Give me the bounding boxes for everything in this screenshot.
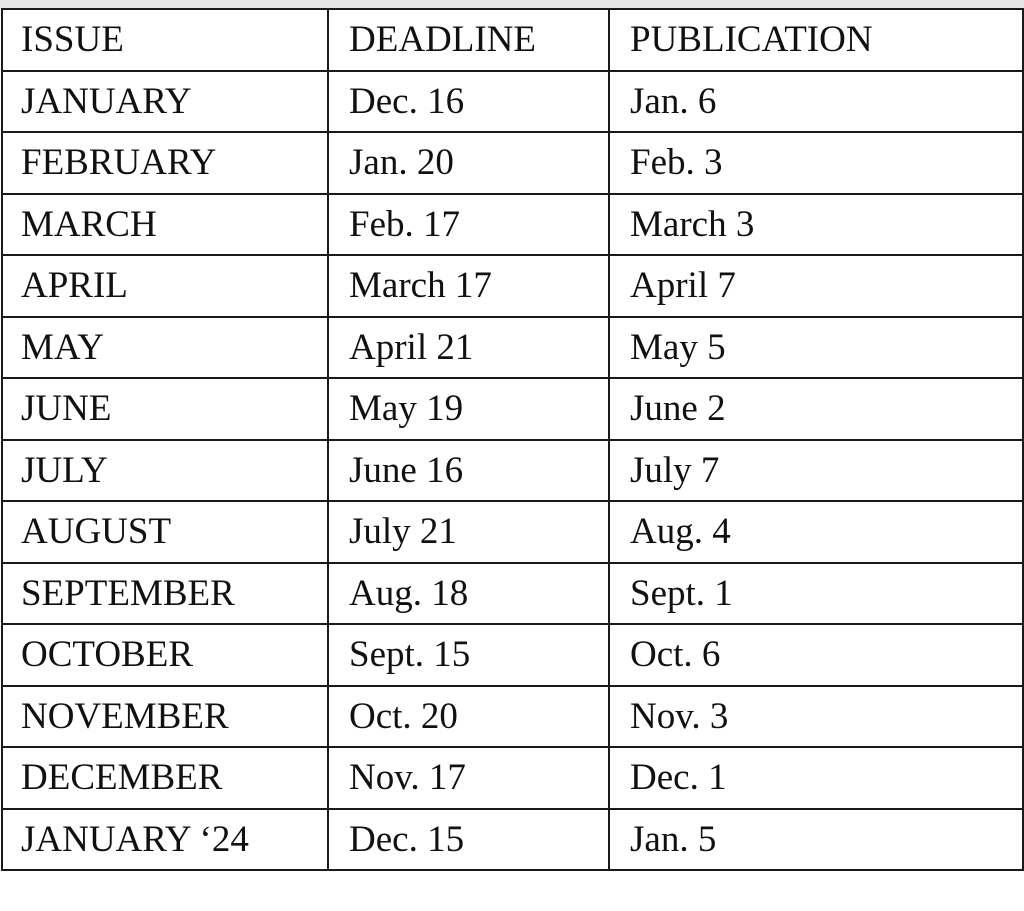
publication-cell: May 5 [609,317,1023,379]
publication-cell: Jan. 6 [609,71,1023,133]
deadline-cell: Feb. 17 [328,194,609,256]
header-issue: ISSUE [2,9,328,71]
deadline-cell: March 17 [328,255,609,317]
table-row [2,809,1023,871]
issue-cell: FEBRUARY [2,132,328,194]
table-row [2,440,1023,502]
deadline-cell: Aug. 18 [328,563,609,625]
table-row [2,255,1023,317]
issue-cell: OCTOBER [2,624,328,686]
publication-cell: March 3 [609,194,1023,256]
issue-cell: JANUARY ‘24 [2,809,328,871]
deadline-cell: Dec. 16 [328,71,609,133]
deadline-cell: Nov. 17 [328,747,609,809]
header-row [2,9,1023,71]
deadline-cell: Sept. 15 [328,624,609,686]
issue-cell: DECEMBER [2,747,328,809]
issue-cell: SEPTEMBER [2,563,328,625]
issue-cell: JUNE [2,378,328,440]
deadline-cell: Jan. 20 [328,132,609,194]
issue-cell: JANUARY [2,71,328,133]
table-row [2,71,1023,133]
publication-cell: Sept. 1 [609,563,1023,625]
table-row [2,194,1023,256]
table-row [2,317,1023,379]
header-publication: PUBLICATION [609,9,1023,71]
deadline-cell: Oct. 20 [328,686,609,748]
publication-schedule-table [1,8,1024,871]
publication-cell: Aug. 4 [609,501,1023,563]
table-row [2,132,1023,194]
issue-cell: APRIL [2,255,328,317]
publication-cell: Dec. 1 [609,747,1023,809]
table-row [2,686,1023,748]
publication-cell: June 2 [609,378,1023,440]
table-row [2,624,1023,686]
deadline-cell: July 21 [328,501,609,563]
deadline-cell: May 19 [328,378,609,440]
publication-cell: July 7 [609,440,1023,502]
deadline-cell: April 21 [328,317,609,379]
publication-cell: Jan. 5 [609,809,1023,871]
table-row [2,563,1023,625]
table-row [2,501,1023,563]
issue-cell: MARCH [2,194,328,256]
publication-cell: Nov. 3 [609,686,1023,748]
issue-cell: NOVEMBER [2,686,328,748]
issue-cell: MAY [2,317,328,379]
publication-cell: April 7 [609,255,1023,317]
table-row [2,378,1023,440]
deadline-cell: Dec. 15 [328,809,609,871]
issue-cell: AUGUST [2,501,328,563]
publication-cell: Oct. 6 [609,624,1023,686]
header-deadline: DEADLINE [328,9,609,71]
issue-cell: JULY [2,440,328,502]
table-row [2,747,1023,809]
publication-cell: Feb. 3 [609,132,1023,194]
deadline-cell: June 16 [328,440,609,502]
